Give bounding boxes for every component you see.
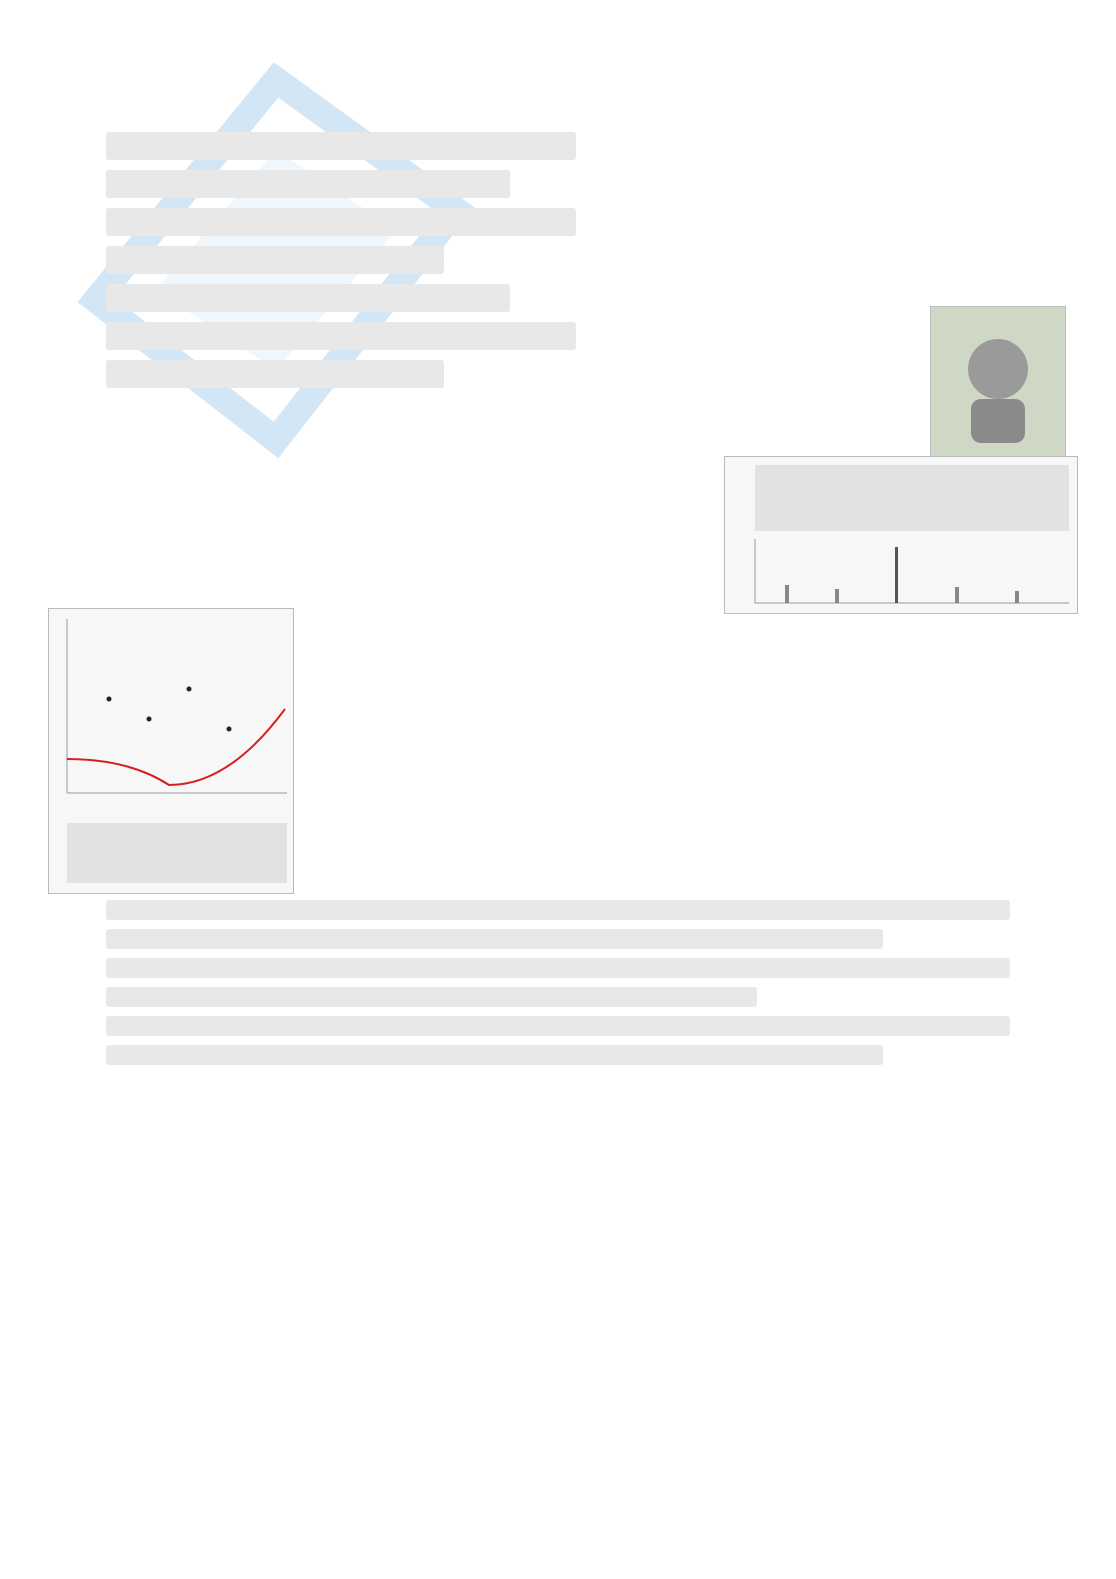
dog-photo-placeholder xyxy=(930,306,1066,458)
text-line-placeholder xyxy=(106,1016,1010,1036)
text-line-placeholder xyxy=(106,132,576,160)
text-line-placeholder xyxy=(106,208,576,236)
text-line-placeholder xyxy=(106,900,1010,920)
paragraph-placeholder-top xyxy=(106,132,576,398)
text-line-placeholder xyxy=(106,987,757,1007)
text-line-placeholder xyxy=(106,284,510,312)
text-line-placeholder xyxy=(106,170,510,198)
dog-photo-icon xyxy=(931,307,1065,457)
paragraph-placeholder-bottom xyxy=(106,900,1010,1074)
association-plot-placeholder xyxy=(48,608,294,894)
text-line-placeholder xyxy=(106,360,444,388)
text-line-placeholder xyxy=(106,958,1010,978)
manhattan-plot-placeholder xyxy=(724,456,1078,614)
scatter-plot-icon xyxy=(49,609,293,893)
text-line-placeholder xyxy=(106,322,576,350)
text-line-placeholder xyxy=(106,246,444,274)
bar-chart-icon xyxy=(725,457,1077,613)
text-line-placeholder xyxy=(106,1045,883,1065)
text-line-placeholder xyxy=(106,929,883,949)
